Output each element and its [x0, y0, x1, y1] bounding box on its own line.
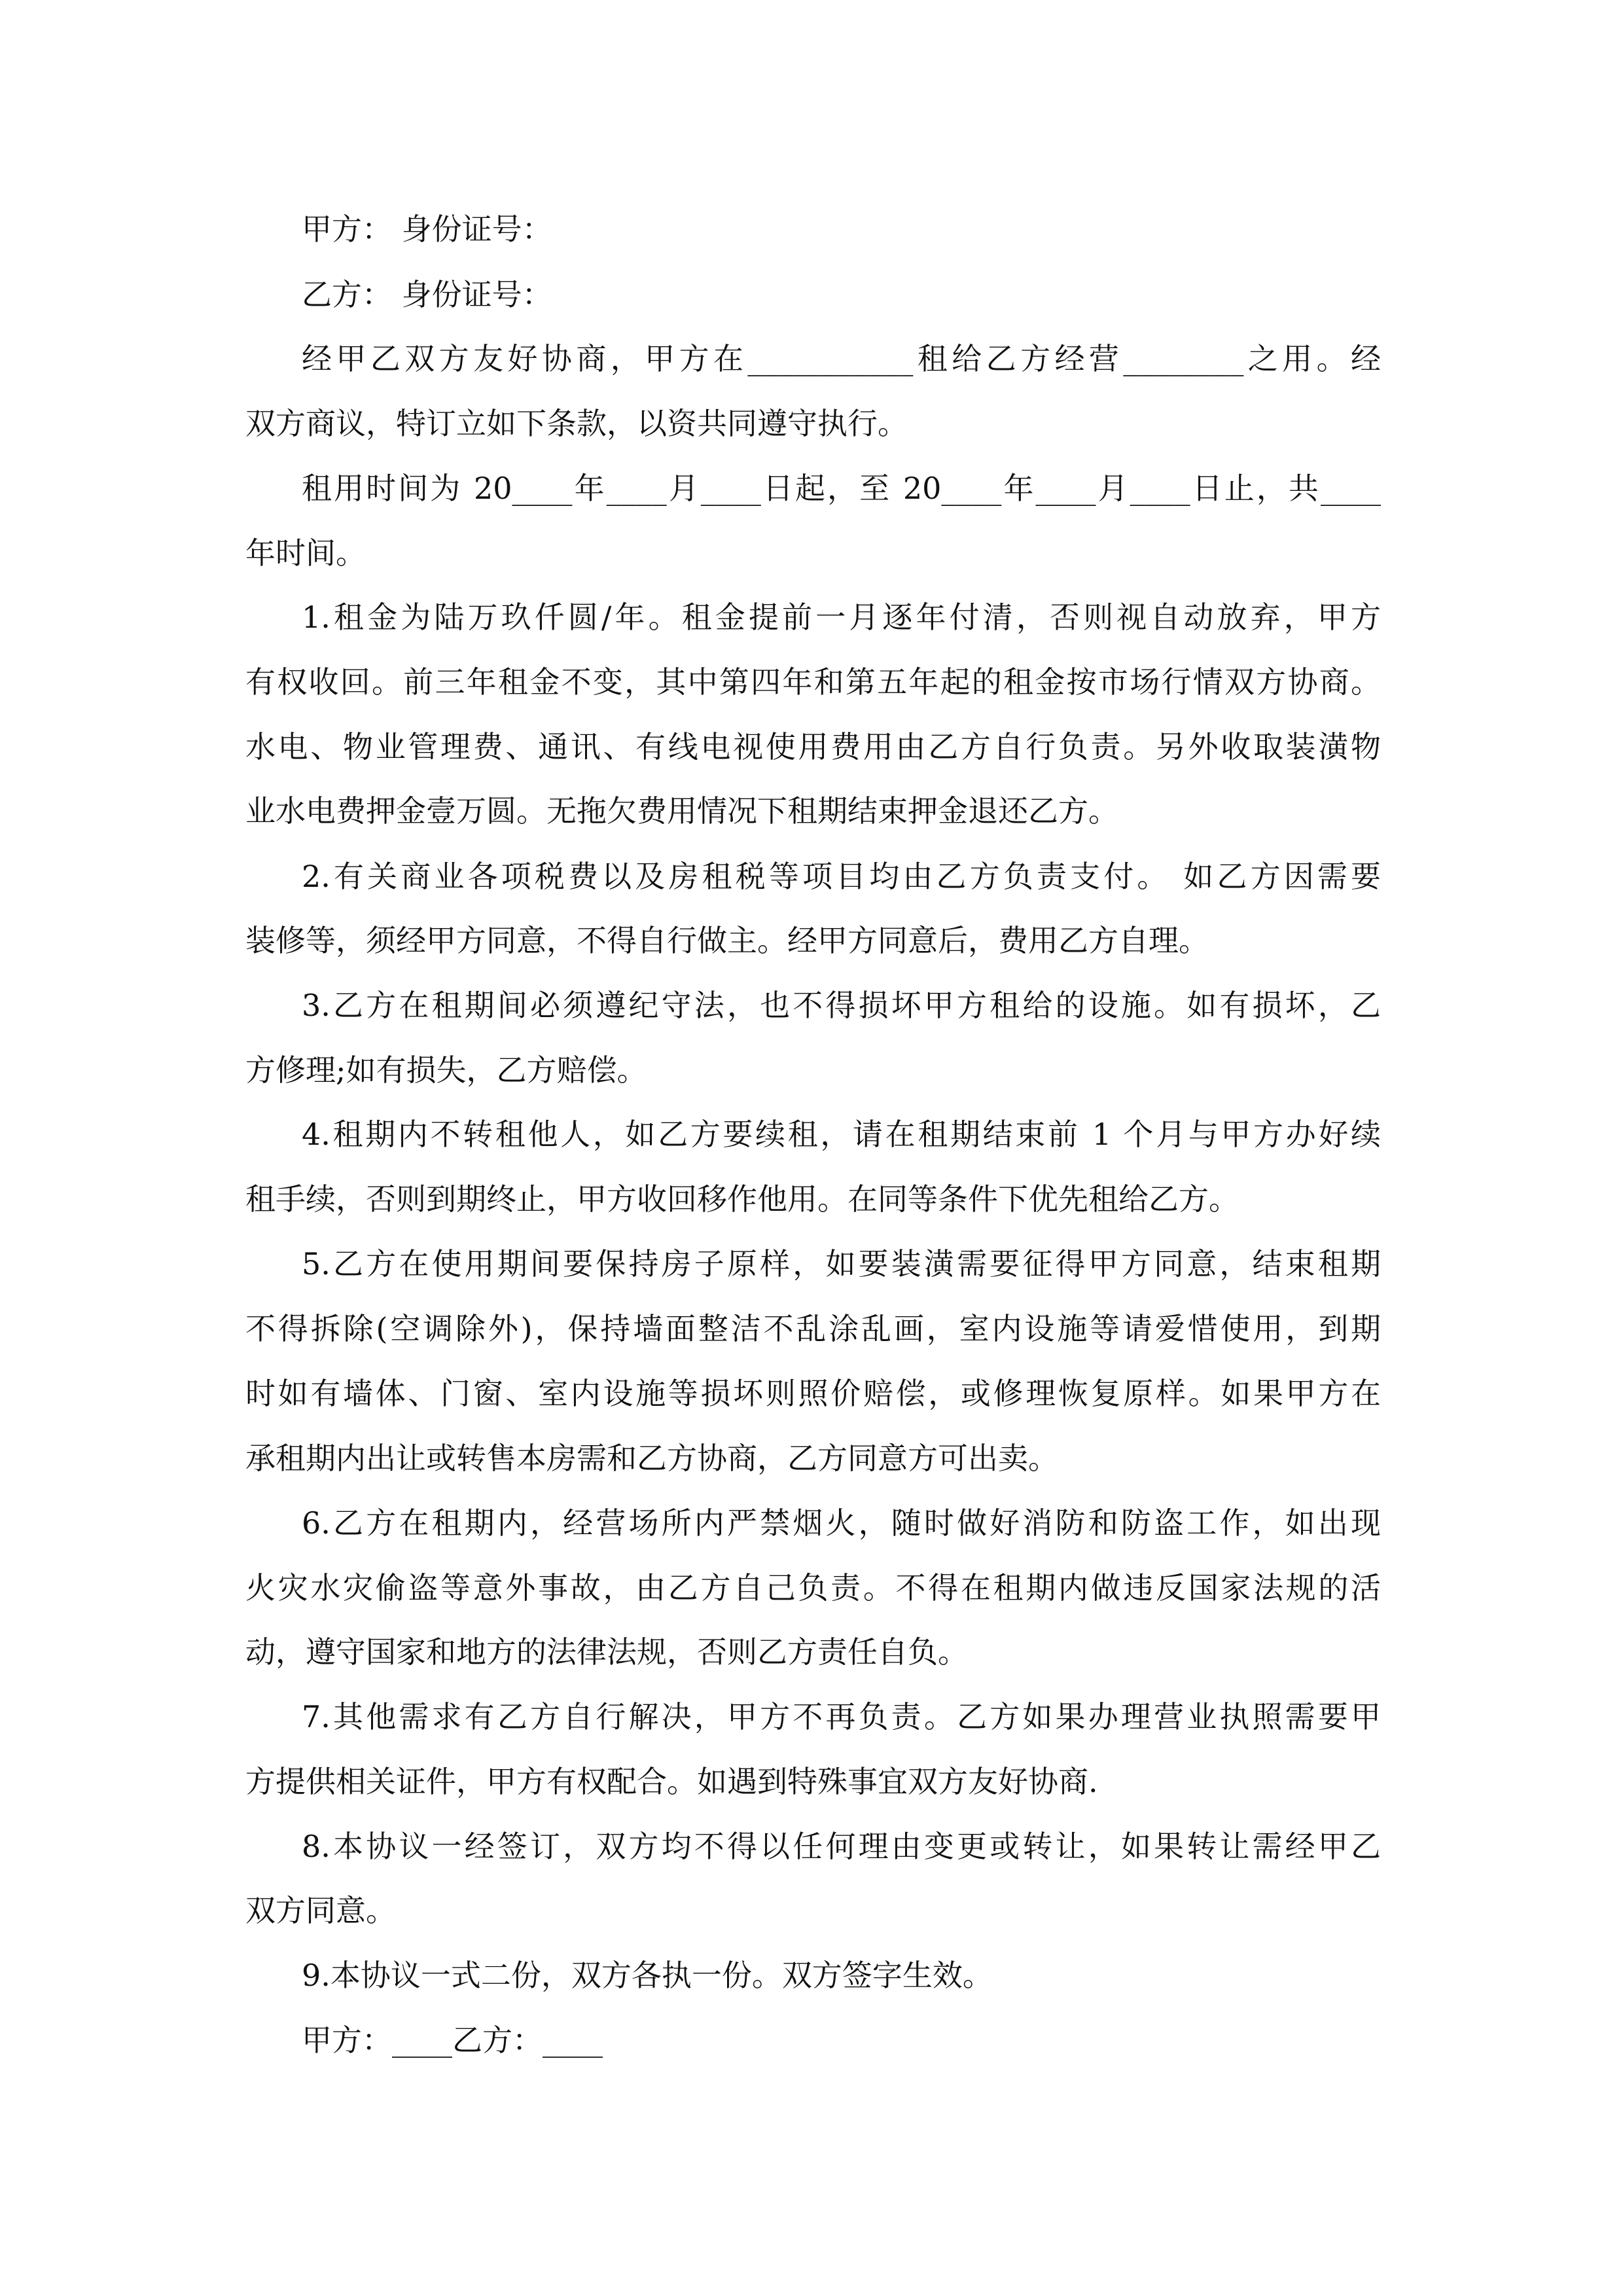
clause-8-line-1: 8.本协议一经签订，双方均不得以任何理由变更或转让，如果转让需经甲乙: [302, 1829, 1381, 1864]
clause-5-line-2: 不得拆除(空调除外)，保持墙面整洁不乱涂乱画，室内设施等请爱惜使用，到期: [245, 1311, 1381, 1346]
clause-5-line-3: 时如有墙体、门窗、室内设施等损坏则照价赔偿，或修理恢复原样。如果甲方在: [245, 1376, 1381, 1411]
clause-3-line-1: 3.乙方在租期间必须遵纪守法，也不得损坏甲方租给的设施。如有损坏，乙: [302, 988, 1381, 1023]
clause-4-line-2: 租手续，否则到期终止，甲方收回移作他用。在同等条件下优先租给乙方。: [245, 1181, 1239, 1217]
term-line-2: 年时间。: [245, 535, 366, 571]
clause-2-line-1: 2.有关商业各项税费以及房租税等项目均由乙方负责支付。 如乙方因需要: [302, 859, 1381, 894]
clause-2-line-2: 装修等，须经甲方同意，不得自行做主。经甲方同意后，费用乙方自理。: [245, 923, 1209, 958]
clause-5-line-1: 5.乙方在使用期间要保持房子原样，如要装潢需要征得甲方同意，结束租期: [302, 1246, 1381, 1282]
clause-6-line-2: 火灾水灾偷盗等意外事故，由乙方自己负责。不得在租期内做违反国家法规的活: [245, 1570, 1381, 1605]
clause-4-line-1: 4.租期内不转租他人，如乙方要续租，请在租期结束前 1 个月与甲方办好续: [302, 1117, 1381, 1152]
clause-1-line-3: 水电、物业管理费、通讯、有线电视使用费用由乙方自行负责。另外收取装潢物: [245, 729, 1381, 764]
intro-line-2: 双方商议，特订立如下条款，以资共同遵守执行。: [245, 406, 908, 441]
party-a-id-line: 甲方： 身份证号：: [302, 211, 552, 247]
clause-3-line-2: 方修理;如有损失，乙方赔偿。: [245, 1052, 647, 1088]
clause-7-line-1: 7.其他需求有乙方自行解决，甲方不再负责。乙方如果办理营业执照需要甲: [302, 1699, 1381, 1734]
clause-1-line-1: 1.租金为陆万玖仟圆/年。租金提前一月逐年付清，否则视自动放弃，甲方: [302, 600, 1381, 635]
clause-8-line-2: 双方同意。: [245, 1893, 396, 1928]
clause-1-line-2: 有权收回。前三年租金不变，其中第四年和第五年起的租金按市场行情双方协商。: [245, 664, 1381, 700]
clause-7-line-2: 方提供相关证件，甲方有权配合。如遇到特殊事宜双方友好协商.: [245, 1764, 1098, 1799]
clause-6-line-3: 动，遵守国家和地方的法律法规，否则乙方责任自负。: [245, 1634, 968, 1670]
clause-1-line-4: 业水电费押金壹万圆。无拖欠费用情况下租期结束押金退还乙方。: [245, 793, 1118, 829]
intro-line-1: 经甲乙双方友好协商，甲方在___________租给乙方经营________之用。经: [302, 341, 1381, 376]
signature-line: 甲方：____乙方：____: [302, 2022, 603, 2058]
term-line-1: 租用时间为 20____年____月____日起，至 20____年____月____日止，共____: [302, 471, 1381, 506]
clause-5-line-4: 承租期内出让或转售本房需和乙方协商，乙方同意方可出卖。: [245, 1441, 1058, 1476]
clause-6-line-1: 6.乙方在租期内，经营场所内严禁烟火，随时做好消防和防盗工作，如出现: [302, 1505, 1381, 1541]
party-b-id-line: 乙方： 身份证号：: [302, 277, 552, 312]
clause-9-line-1: 9.本协议一式二份，双方各执一份。双方签字生效。: [302, 1958, 993, 1993]
